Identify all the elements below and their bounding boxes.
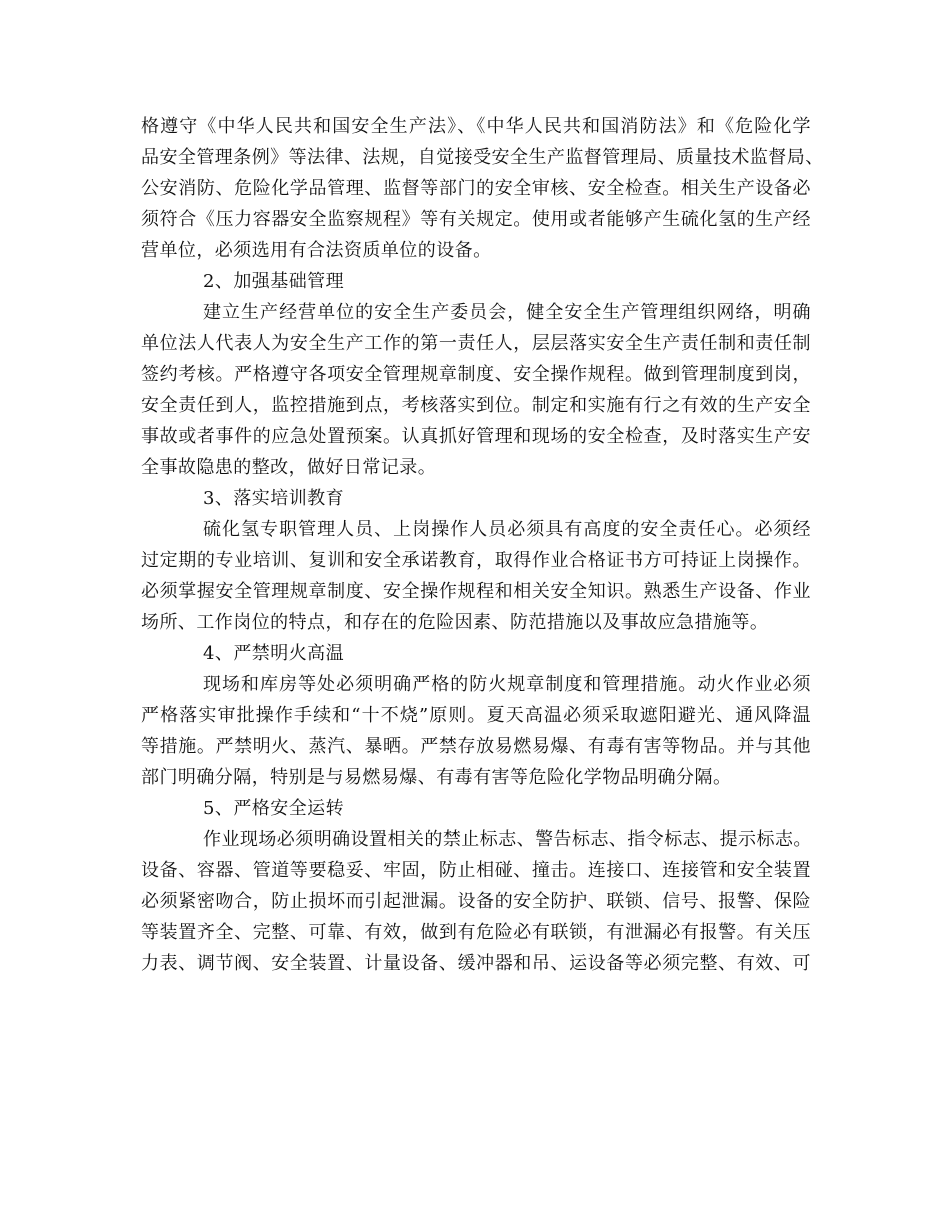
body-text-line: 等措施。严禁明火、蒸汽、暴晒。严禁存放易燃易爆、有毒有害等物品。并与其他 xyxy=(141,736,811,757)
body-text-line: 设备、容器、管道等要稳妥、牢固，防止相碰、撞击。连接口、连接管和安全装置 xyxy=(141,860,811,881)
body-text-line: 部门明确分隔，特别是与易燃易爆、有毒有害等危险化学物品明确分隔。 xyxy=(141,767,732,788)
body-text-line: 须符合《压力容器安全监察规程》等有关规定。使用或者能够产生硫化氢的生产经 xyxy=(141,209,811,230)
body-text-line: 单位法人代表人为安全生产工作的第一责任人，层层落实安全生产责任制和责任制 xyxy=(141,333,811,354)
paragraph-first-line: 现场和库房等处必须明确严格的防火规章制度和管理措施。动火作业必须 xyxy=(203,674,811,695)
body-text-line: 品安全管理条例》等法律、法规，自觉接受安全生产监督管理局、质量技术监督局、 xyxy=(141,147,824,168)
body-text-line: 签约考核。严格遵守各项安全管理规章制度、安全操作规程。做到管理制度到岗， xyxy=(141,364,811,385)
body-text-line: 格遵守《中华人民共和国安全生产法》、《中华人民共和国消防法》和《危险化学 xyxy=(141,116,811,137)
body-text-line: 全事故隐患的整改，做好日常记录。 xyxy=(141,457,437,478)
body-text-line: 必须掌握安全管理规章制度、安全操作规程和相关安全知识。熟悉生产设备、作业 xyxy=(141,581,811,602)
section-heading-4: 4、严禁明火高温 xyxy=(203,643,345,664)
body-text-line: 安全责任到人，监控措施到点，考核落实到位。制定和实施有行之有效的生产安全 xyxy=(141,395,811,416)
body-text-line: 场所、工作岗位的特点，和存在的危险因素、防范措施以及事故应急措施等。 xyxy=(141,612,769,633)
paragraph-first-line: 作业现场必须明确设置相关的禁止标志、警告标志、指令标志、提示标志。 xyxy=(203,829,812,850)
paragraph-first-line: 硫化氢专职管理人员、上岗操作人员必须具有高度的安全责任心。必须经 xyxy=(203,519,811,540)
body-text-line: 公安消防、危险化学品管理、监督等部门的安全审核、安全检查。相关生产设备必 xyxy=(141,178,811,199)
body-text-line: 等装置齐全、完整、可靠、有效，做到有危险必有联锁，有泄漏必有报警。有关压 xyxy=(141,922,811,943)
body-text-line: 事故或者事件的应急处置预案。认真抓好管理和现场的安全检查，及时落实生产安 xyxy=(141,426,811,447)
section-heading-2: 2、加强基础管理 xyxy=(203,271,345,292)
section-heading-3: 3、落实培训教育 xyxy=(203,488,345,509)
body-text-line: 必须紧密吻合，防止损坏而引起泄漏。设备的安全防护、联锁、信号、报警、保险 xyxy=(141,891,811,912)
body-text-line: 营单位，必须选用有合法资质单位的设备。 xyxy=(141,240,492,261)
body-text-line: 过定期的专业培训、复训和安全承诺教育，取得作业合格证书方可持证上岗操作。 xyxy=(141,550,811,571)
body-text-line: 力表、调节阀、安全装置、计量设备、缓冲器和吊、运设备等必须完整、有效、可 xyxy=(141,953,811,974)
body-text-line: 严格落实审批操作手续和“十不烧”原则。夏天高温必须采取遮阳避光、通风降温 xyxy=(141,705,811,726)
paragraph-first-line: 建立生产经营单位的安全生产委员会，健全安全生产管理组织网络，明确 xyxy=(203,302,811,323)
section-heading-5: 5、严格安全运转 xyxy=(203,798,345,819)
